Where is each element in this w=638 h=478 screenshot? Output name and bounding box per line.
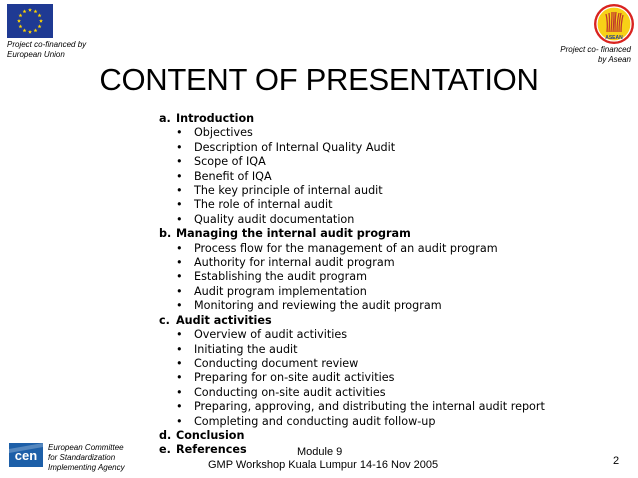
- eu-flag-icon: [7, 4, 53, 38]
- workshop-label: GMP Workshop Kuala Lumpur 14-16 Nov 2005: [208, 459, 439, 471]
- list-item: [159, 242, 629, 256]
- list-item: [159, 343, 629, 357]
- list-item-text: Quality audit documentation: [194, 212, 355, 226]
- cen-line-1: European Committee: [48, 443, 124, 452]
- eu-star-icon: [18, 13, 22, 17]
- section-letter: d.: [159, 428, 172, 442]
- list-item: [159, 213, 629, 227]
- section-letter: c.: [159, 313, 170, 327]
- list-item: [159, 285, 629, 299]
- list-item-text: Preparing, approving, and distributing the internal audit report: [194, 400, 545, 414]
- list-item-text: The role of internal audit: [194, 198, 333, 212]
- content-outline: [159, 112, 629, 458]
- list-item-text: Scope of IQA: [194, 155, 266, 169]
- section-heading: [159, 443, 629, 457]
- list-item: [159, 256, 629, 270]
- eu-star-icon: [23, 28, 27, 32]
- list-item-text: Process flow for the management of an audit program: [194, 241, 498, 255]
- list-item: [159, 141, 629, 155]
- list-item-text: Initiating the audit: [194, 342, 298, 356]
- section-title: Introduction: [176, 112, 255, 125]
- list-item: [159, 328, 629, 342]
- bullet-icon: •: [176, 169, 183, 183]
- cen-line-3: Implementing Agency: [48, 463, 125, 472]
- bullet-icon: •: [176, 140, 183, 154]
- section-title: Conclusion: [176, 428, 245, 442]
- eu-star-icon: [38, 24, 42, 28]
- list-item-text: Preparing for on-site audit activities: [194, 371, 395, 385]
- list-item-text: Conducting document review: [194, 356, 359, 370]
- asean-logo-label: ASEAN: [605, 35, 623, 41]
- list-item-text: Monitoring and reviewing the audit program: [194, 299, 442, 313]
- cen-logo-label: cen: [14, 448, 38, 463]
- list-item-text: Objectives: [194, 126, 253, 140]
- list-item-text: Overview of audit activities: [194, 328, 348, 342]
- cen-agency-text: [48, 443, 125, 473]
- bullet-icon: •: [176, 342, 183, 356]
- bullet-icon: •: [176, 284, 183, 298]
- section-title: Managing the internal audit program: [176, 227, 411, 241]
- eu-star-icon: [34, 28, 38, 32]
- module-label: Module 9: [297, 446, 343, 458]
- bullet-icon: •: [176, 126, 183, 140]
- bullet-icon: •: [176, 184, 183, 198]
- bullet-icon: •: [176, 241, 183, 255]
- list-item: [159, 386, 629, 400]
- eu-star-icon: [39, 19, 43, 23]
- list-item-text: Conducting on-site audit activities: [194, 385, 386, 399]
- bullet-icon: •: [176, 356, 183, 370]
- slide-title: CONTENT OF PRESENTATION: [99, 62, 539, 97]
- list-item: [159, 184, 629, 198]
- eu-cofinance-text: [7, 40, 86, 60]
- eu-star-icon: [23, 9, 27, 13]
- asean-cofinance-line-1: Project co- financed: [560, 45, 631, 54]
- bullet-icon: •: [176, 400, 183, 414]
- list-item: [159, 299, 629, 313]
- bullet-icon: •: [176, 270, 183, 284]
- list-item: [159, 198, 629, 212]
- bullet-icon: •: [176, 155, 183, 169]
- section-heading: [159, 429, 629, 443]
- section-letter: a.: [159, 112, 171, 125]
- asean-cofinance-line-2: by Asean: [597, 55, 631, 64]
- eu-star-icon: [28, 8, 32, 12]
- section-letter: e.: [159, 443, 171, 457]
- eu-star-icon: [28, 30, 32, 34]
- eu-cofinance-line-1: Project co-financed by: [7, 40, 87, 49]
- list-item: [159, 415, 629, 429]
- section-title: References: [176, 443, 247, 457]
- eu-star-icon: [17, 19, 21, 23]
- list-item: [159, 400, 629, 414]
- list-item-text: Establishing the audit program: [194, 270, 368, 284]
- section-letter: b.: [159, 227, 172, 241]
- list-item: [159, 155, 629, 169]
- bullet-icon: •: [176, 328, 183, 342]
- list-item-text: Completing and conducting audit follow-up: [194, 414, 436, 428]
- bullet-icon: •: [176, 414, 183, 428]
- bullet-icon: •: [176, 198, 183, 212]
- bullet-icon: •: [176, 256, 183, 270]
- list-item: [159, 270, 629, 284]
- list-item-text: Benefit of IQA: [194, 169, 272, 183]
- eu-star-icon: [38, 13, 42, 17]
- list-item: [159, 126, 629, 140]
- asean-logo-icon: [592, 2, 636, 46]
- bullet-icon: •: [176, 212, 183, 226]
- bullet-icon: •: [176, 371, 183, 385]
- list-item: [159, 170, 629, 184]
- eu-cofinance-line-2: European Union: [7, 50, 65, 59]
- eu-stars-icon: [7, 4, 53, 38]
- eu-star-icon: [18, 24, 22, 28]
- list-item: [159, 371, 629, 385]
- page-number: 2: [613, 455, 620, 467]
- cen-logo-icon: [9, 443, 43, 467]
- list-item-text: Description of Internal Quality Audit: [194, 140, 396, 154]
- list-item-text: Authority for internal audit program: [194, 256, 395, 270]
- cen-line-2: for Standardization: [48, 453, 116, 462]
- section-heading: [159, 314, 629, 328]
- list-item-text: Audit program implementation: [194, 284, 367, 298]
- section-heading: [159, 227, 629, 241]
- list-item-text: The key principle of internal audit: [194, 184, 383, 198]
- section-title: Audit activities: [176, 313, 272, 327]
- bullet-icon: •: [176, 299, 183, 313]
- list-item: [159, 357, 629, 371]
- section-heading: [159, 112, 629, 126]
- bullet-icon: •: [176, 385, 183, 399]
- eu-star-icon: [34, 9, 38, 13]
